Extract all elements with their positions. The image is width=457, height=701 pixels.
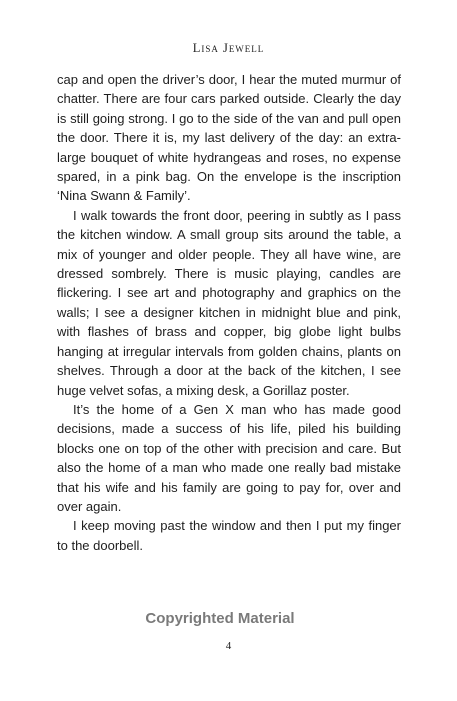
page-number: 4	[225, 640, 232, 652]
paragraph: It’s the home of a Gen X man who has made good decisions, made a success of his life, piled his building blocks one on top of the other with precision and care. But also the home of a man who made one really bad mistake that his wife and his family are going to pay for, over and over again.	[57, 401, 401, 514]
running-header: Lisa Jewell	[192, 41, 265, 55]
paragraph: I keep moving past the window and then I put my finger to the doorbell.	[57, 518, 401, 553]
copyright-watermark: Copyrighted Material	[145, 610, 295, 627]
paragraph: I walk towards the front door, peering in subtly as I pass the kitchen window. A small group sits around the table, a mix of younger and older people. They all have wine, are dressed sombrely. There is music playing, candles are flickering. I see art and photography and graphics on the walls; I see a designer kitchen in midnight blue and pink, with flashes of brass and copper, big globe light bulbs hanging at irregular intervals from golden chains, plants on shelves. Through a door at the back of the kitchen, I see huge velvet sofas, a mixing desk, a Gorillaz poster.	[57, 207, 401, 398]
paragraph: cap and open the driver’s door, I hear the muted murmur of chatter. There are four cars parked outside. Clearly the day is still going strong. I go to the side of the van and pull open the door. There it is, my last delivery of the day: an extra-large bouquet of white hydrangeas and roses, no expense spared, in a pink bag. On the envelope is the inscription ‘Nina Swann & Family’.	[57, 72, 401, 204]
body-text	[57, 70, 401, 555]
